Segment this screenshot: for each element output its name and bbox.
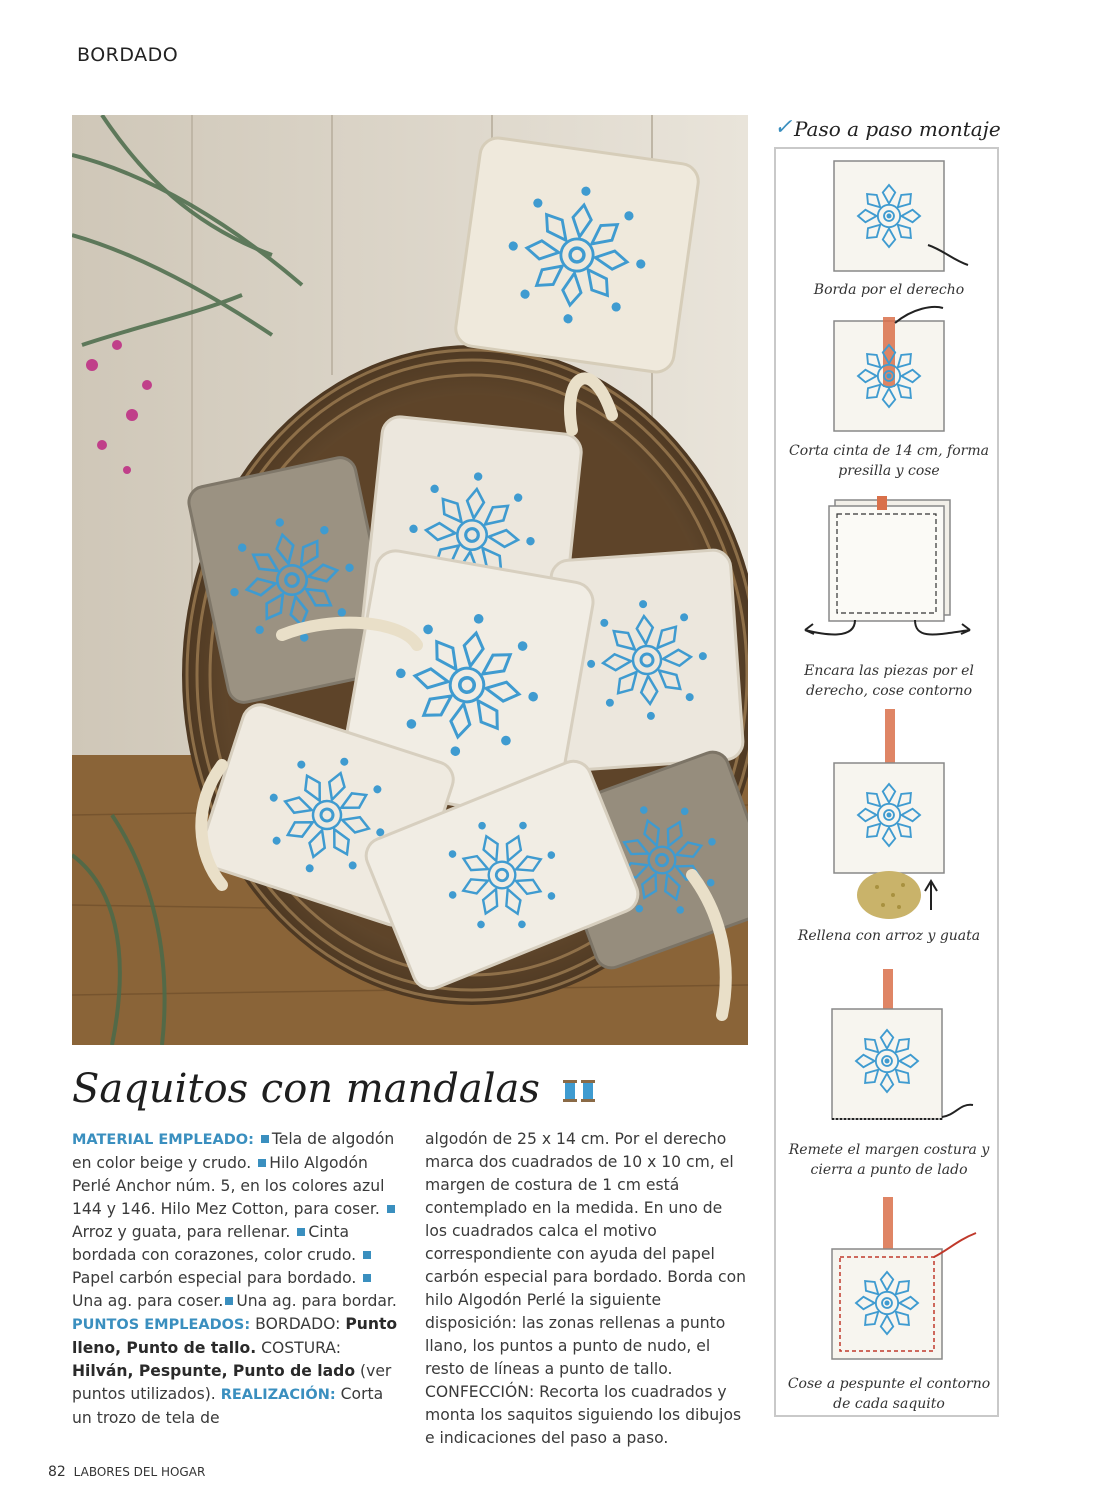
bullet-square-icon [363, 1274, 371, 1282]
step-4-diagram [833, 705, 973, 925]
realizacion-heading: REALIZACIÓN: [220, 1387, 336, 1403]
puntos-costura-value: Hilván, Pespunte, Punto de lado [72, 1362, 356, 1380]
check-icon: ✓ [774, 115, 793, 140]
step-2-diagram [833, 303, 973, 433]
puntos-note: (ver puntos utilizados). [72, 1362, 392, 1403]
steps-title: Paso a paso montaje [794, 117, 1001, 141]
step-5-diagram [828, 965, 988, 1130]
bullet-square-icon [258, 1159, 266, 1167]
material-item: Papel carbón especial para bordado. [72, 1269, 357, 1287]
step-1-diagram [833, 160, 973, 275]
instructions-column-1 [72, 1128, 399, 1430]
article-title [72, 1066, 597, 1115]
article-title-text: Saquitos con mandalas [72, 1066, 540, 1112]
section-label: BORDADO [77, 44, 179, 66]
bullet-square-icon [225, 1297, 233, 1305]
step-3-caption: Encara las piezas por el derecho, cose contorno [804, 663, 974, 699]
step-6-diagram [828, 1195, 988, 1365]
puntos-bordado-value: Punto lleno, Punto de tallo. [72, 1315, 398, 1357]
puntos-heading: PUNTOS EMPLEADOS: [72, 1317, 251, 1333]
material-item: Una ag. para coser. [72, 1292, 224, 1310]
page-footer [48, 1464, 205, 1480]
puntos-costura-label: COSTURA: [261, 1339, 341, 1357]
material-item: Cinta bordada con corazones, color crudo. [72, 1223, 357, 1264]
material-item: Tela de algodón en color beige y crudo. [72, 1130, 395, 1172]
bullet-square-icon [297, 1228, 305, 1236]
step-6-caption: Cose a pespunte el contorno de cada saquito [787, 1376, 991, 1412]
magazine-name: LABORES DEL HOGAR [73, 1465, 206, 1479]
realizacion-text-continued: algodón de 25 x 14 cm. Por el derecho marca dos cuadrados de 10 x 10 cm, el margen de costura de 1 cm está contemplado en la medida. En uno de los cuadrados calca el motivo correspondiente con ayuda del papel carbón especial para bordado. Borda con hilo Algodón Perlé la siguiente disposición: las zonas rellenas a punto llano, los puntos a punto de nudo, el resto de líneas a punto de tallo. [425, 1130, 747, 1378]
thread-spools-icon [561, 1069, 597, 1115]
step-2-caption: Corta cinta de 14 cm, forma presilla y cose [789, 443, 989, 479]
instructions-column-2 [425, 1128, 749, 1450]
puntos-bordado-label: BORDADO: [255, 1315, 341, 1333]
material-item: Arroz y guata, para rellenar. [72, 1223, 291, 1241]
steps-header [774, 115, 1014, 145]
material-item: Hilo Algodón Perlé Anchor núm. 5, en los colores azul 144 y 146. Hilo Mez Cotton, para coser. [72, 1154, 385, 1218]
page-number: 82 [48, 1464, 66, 1480]
realizacion-text-start: Corta un trozo de tela de [72, 1385, 384, 1427]
material-heading: MATERIAL EMPLEADO: [72, 1132, 254, 1148]
step-4-caption: Rellena con arroz y guata [797, 928, 981, 944]
step-5-caption: Remete el margen costura y cierra a punto de lado [788, 1142, 990, 1178]
bullet-square-icon [387, 1205, 395, 1213]
bullet-square-icon [261, 1135, 269, 1143]
material-item: Una ag. para bordar. [236, 1292, 397, 1310]
photo-sachets-basket [72, 115, 748, 1045]
bullet-square-icon [363, 1251, 371, 1259]
step-3-diagram [795, 490, 975, 660]
step-1-caption: Borda por el derecho [813, 282, 965, 298]
confeccion-text: CONFECCIÓN: Recorta los cuadrados y monta los saquitos siguiendo los dibujos e indicaciones del paso a paso. [425, 1383, 742, 1447]
